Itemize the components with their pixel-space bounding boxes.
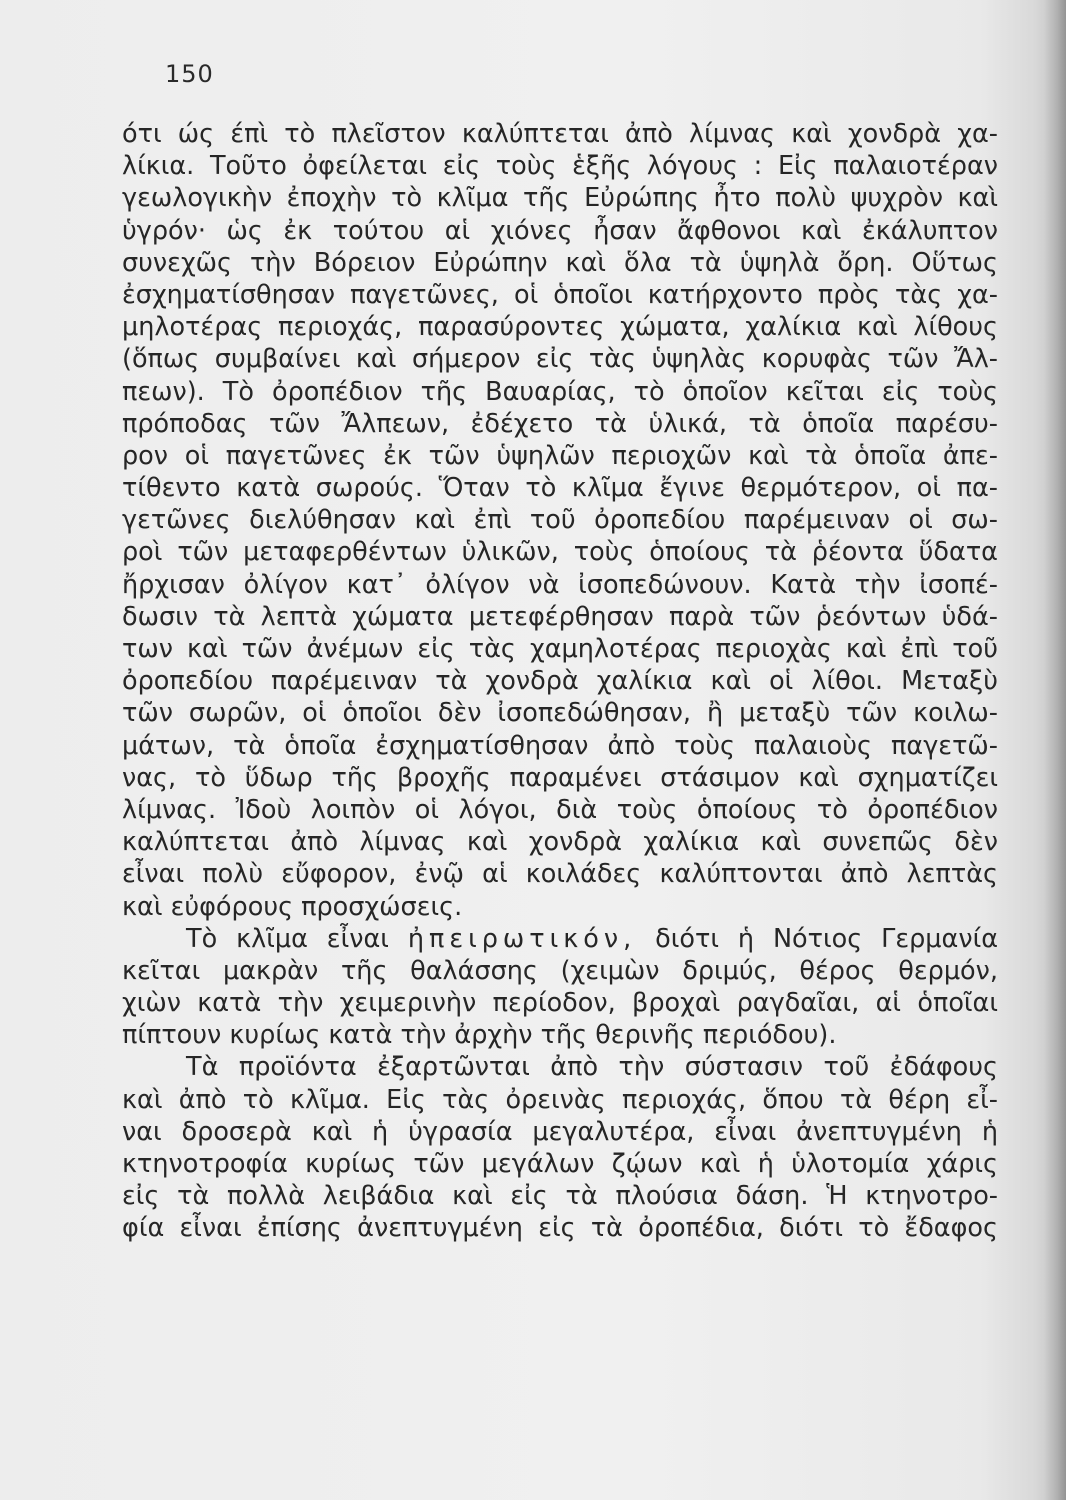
text-line: μάτων, τὰ ὁποῖα ἐσχηματίσθησαν ἀπὸ τοὺς παλαιοὺς παγετῶ- [122, 730, 998, 761]
text-line: καὶ ἀπὸ τὸ κλῖμα. Εἰς τὰς ὀρεινὰς περιοχάς, ὅπου τὰ θέρη εἶ- [122, 1084, 998, 1115]
text-line: ἐσχηματίσθησαν παγετῶνες, οἱ ὁποῖοι κατήρχοντο πρὸς τὰς χα- [122, 279, 998, 310]
text-line: λίκια. Τοῦτο ὀφείλεται εἰς τοὺς ἑξῆς λόγους : Εἰς παλαιοτέραν [122, 151, 998, 182]
text-segment: διότι ἡ Νότιος Γερμανία [655, 923, 999, 954]
text-line: ὑγρόν· ὡς ἐκ τούτου αἱ χιόνες ἦσαν ἄφθονοι καὶ ἐκάλυπτον [122, 215, 998, 246]
text-line: πρόποδας τῶν Ἄλπεων, ἐδέχετο τὰ ὑλικά, τὰ ὁποῖα παρέσυ- [122, 408, 998, 439]
text-line: ναι δροσερὰ καὶ ἡ ὑγρασία μεγαλυτέρα, εἶναι ἀνεπτυγμένη ἡ [122, 1116, 998, 1147]
text-line: ροὶ τῶν μεταφερθέντων ὑλικῶν, τοὺς ὁποίους τὰ ῥέοντα ὕδατα [122, 537, 998, 568]
text-line [122, 923, 998, 955]
text-line: καλύπτεται ἀπὸ λίμνας καὶ χονδρὰ χαλίκια καὶ συνεπῶς δὲν [122, 827, 998, 858]
text-line: (ὅπως συμβαίνει καὶ σήμερον εἰς τὰς ὑψηλὰς κορυφὰς τῶν Ἄλ- [122, 344, 998, 375]
text-line: ρον οἱ παγετῶνες ἐκ τῶν ὑψηλῶν περιοχῶν καὶ τὰ ὁποῖα ἀπε- [122, 440, 998, 471]
body-text [122, 118, 998, 1245]
text-line: φία εἶναι ἐπίσης ἀνεπτυγμένη εἰς τὰ ὀροπέδια, διότι τὸ ἔδαφος [122, 1213, 998, 1244]
paragraph-2 [122, 923, 998, 1052]
paragraph-3 [122, 1051, 998, 1244]
text-line: των καὶ τῶν ἀνέμων εἰς τὰς χαμηλοτέρας περιοχὰς καὶ ἐπὶ τοῦ [122, 634, 998, 664]
text-line: πίπτουν κυρίως κατὰ τὴν ἀρχὴν τῆς θερινῆς περιόδου). [122, 1020, 837, 1051]
text-line: δωσιν τὰ λεπτὰ χώματα μετεφέρθησαν παρὰ τῶν ῥεόντων ὑδά- [122, 601, 998, 632]
text-line: κεῖται μακρὰν τῆς θαλάσσης (χειμὼν δριμύς, θέρος θερμόν, [122, 955, 998, 986]
page-number: 150 [165, 60, 214, 88]
text-line: μηλοτέρας περιοχάς, παρασύροντες χώματα, χαλίκια καὶ λίθους [122, 312, 998, 343]
text-line: πεων). Τὸ ὀροπέδιον τῆς Βαυαρίας, τὸ ὁποῖον κεῖται εἰς τοὺς [122, 376, 998, 407]
spine-shadow [1044, 0, 1066, 1500]
text-line: ότι ώς έπὶ τὸ πλεῖστον καλύπτεται ἀπὸ λίμνας καὶ χονδρὰ χα- [122, 119, 998, 149]
paragraph-1 [122, 118, 998, 923]
text-line: Τὰ προϊόντα ἐξαρτῶνται ἀπὸ τὴν σύστασιν τοῦ ἐδάφους [186, 1052, 998, 1083]
text-line: γεωλογικὴν ἐποχὴν τὸ κλῖμα τῆς Εὐρώπης ἦτο πολὺ ψυχρὸν καὶ [122, 183, 998, 214]
text-line: λίμνας. Ἰδοὺ λοιπὸν οἱ λόγοι, διὰ τοὺς ὁποίους τὸ ὀροπέδιον [122, 794, 998, 825]
text-segment: Τὸ κλῖμα εἶναι [186, 923, 389, 954]
text-line: χιὼν κατὰ τὴν χειμερινὴν περίοδον, βροχαὶ ραγδαῖαι, αἱ ὁποῖαι [122, 988, 998, 1019]
text-line: ἤρχισαν ὀλίγον κατ᾽ ὀλίγον νὰ ἰσοπεδώνουν. Κατὰ τὴν ἰσοπέ- [122, 569, 998, 600]
text-line: καὶ εὐφόρους προσχώσεις. [122, 891, 463, 922]
text-line: εἰς τὰ πολλὰ λειβάδια καὶ εἰς τὰ πλούσια δάση. Ἡ κτηνοτρο- [122, 1181, 998, 1212]
text-line: γετῶνες διελύθησαν καὶ ἐπὶ τοῦ ὀροπεδίου παρέμειναν οἱ σω- [122, 505, 998, 536]
text-line: ὀροπεδίου παρέμειναν τὰ χονδρὰ χαλίκια καὶ οἱ λίθοι. Μεταξὺ [122, 666, 998, 697]
text-line: νας, τὸ ὕδωρ τῆς βροχῆς παραμένει στάσιμον καὶ σχηματίζει [122, 762, 998, 793]
text-line: τίθεντο κατὰ σωρούς. Ὅταν τὸ κλῖμα ἔγινε θερμότερον, οἱ πα- [122, 473, 998, 504]
text-line: τῶν σωρῶν, οἱ ὁποῖοι δὲν ἰσοπεδώθησαν, ἢ μεταξὺ τῶν κοιλω- [122, 698, 998, 729]
text-line: συνεχῶς τὴν Βόρειον Εὐρώπην καὶ ὅλα τὰ ὑψηλὰ ὄρη. Οὕτως [122, 247, 998, 278]
emphasized-word: ἠπειρωτικόν, [407, 923, 637, 954]
text-line: εἶναι πολὺ εὔφορον, ἐνῷ αἱ κοιλάδες καλύπτονται ἀπὸ λεπτὰς [122, 859, 998, 890]
text-line: κτηνοτροφία κυρίως τῶν μεγάλων ζῴων καὶ ἡ ὑλοτομία χάρις [122, 1149, 998, 1179]
